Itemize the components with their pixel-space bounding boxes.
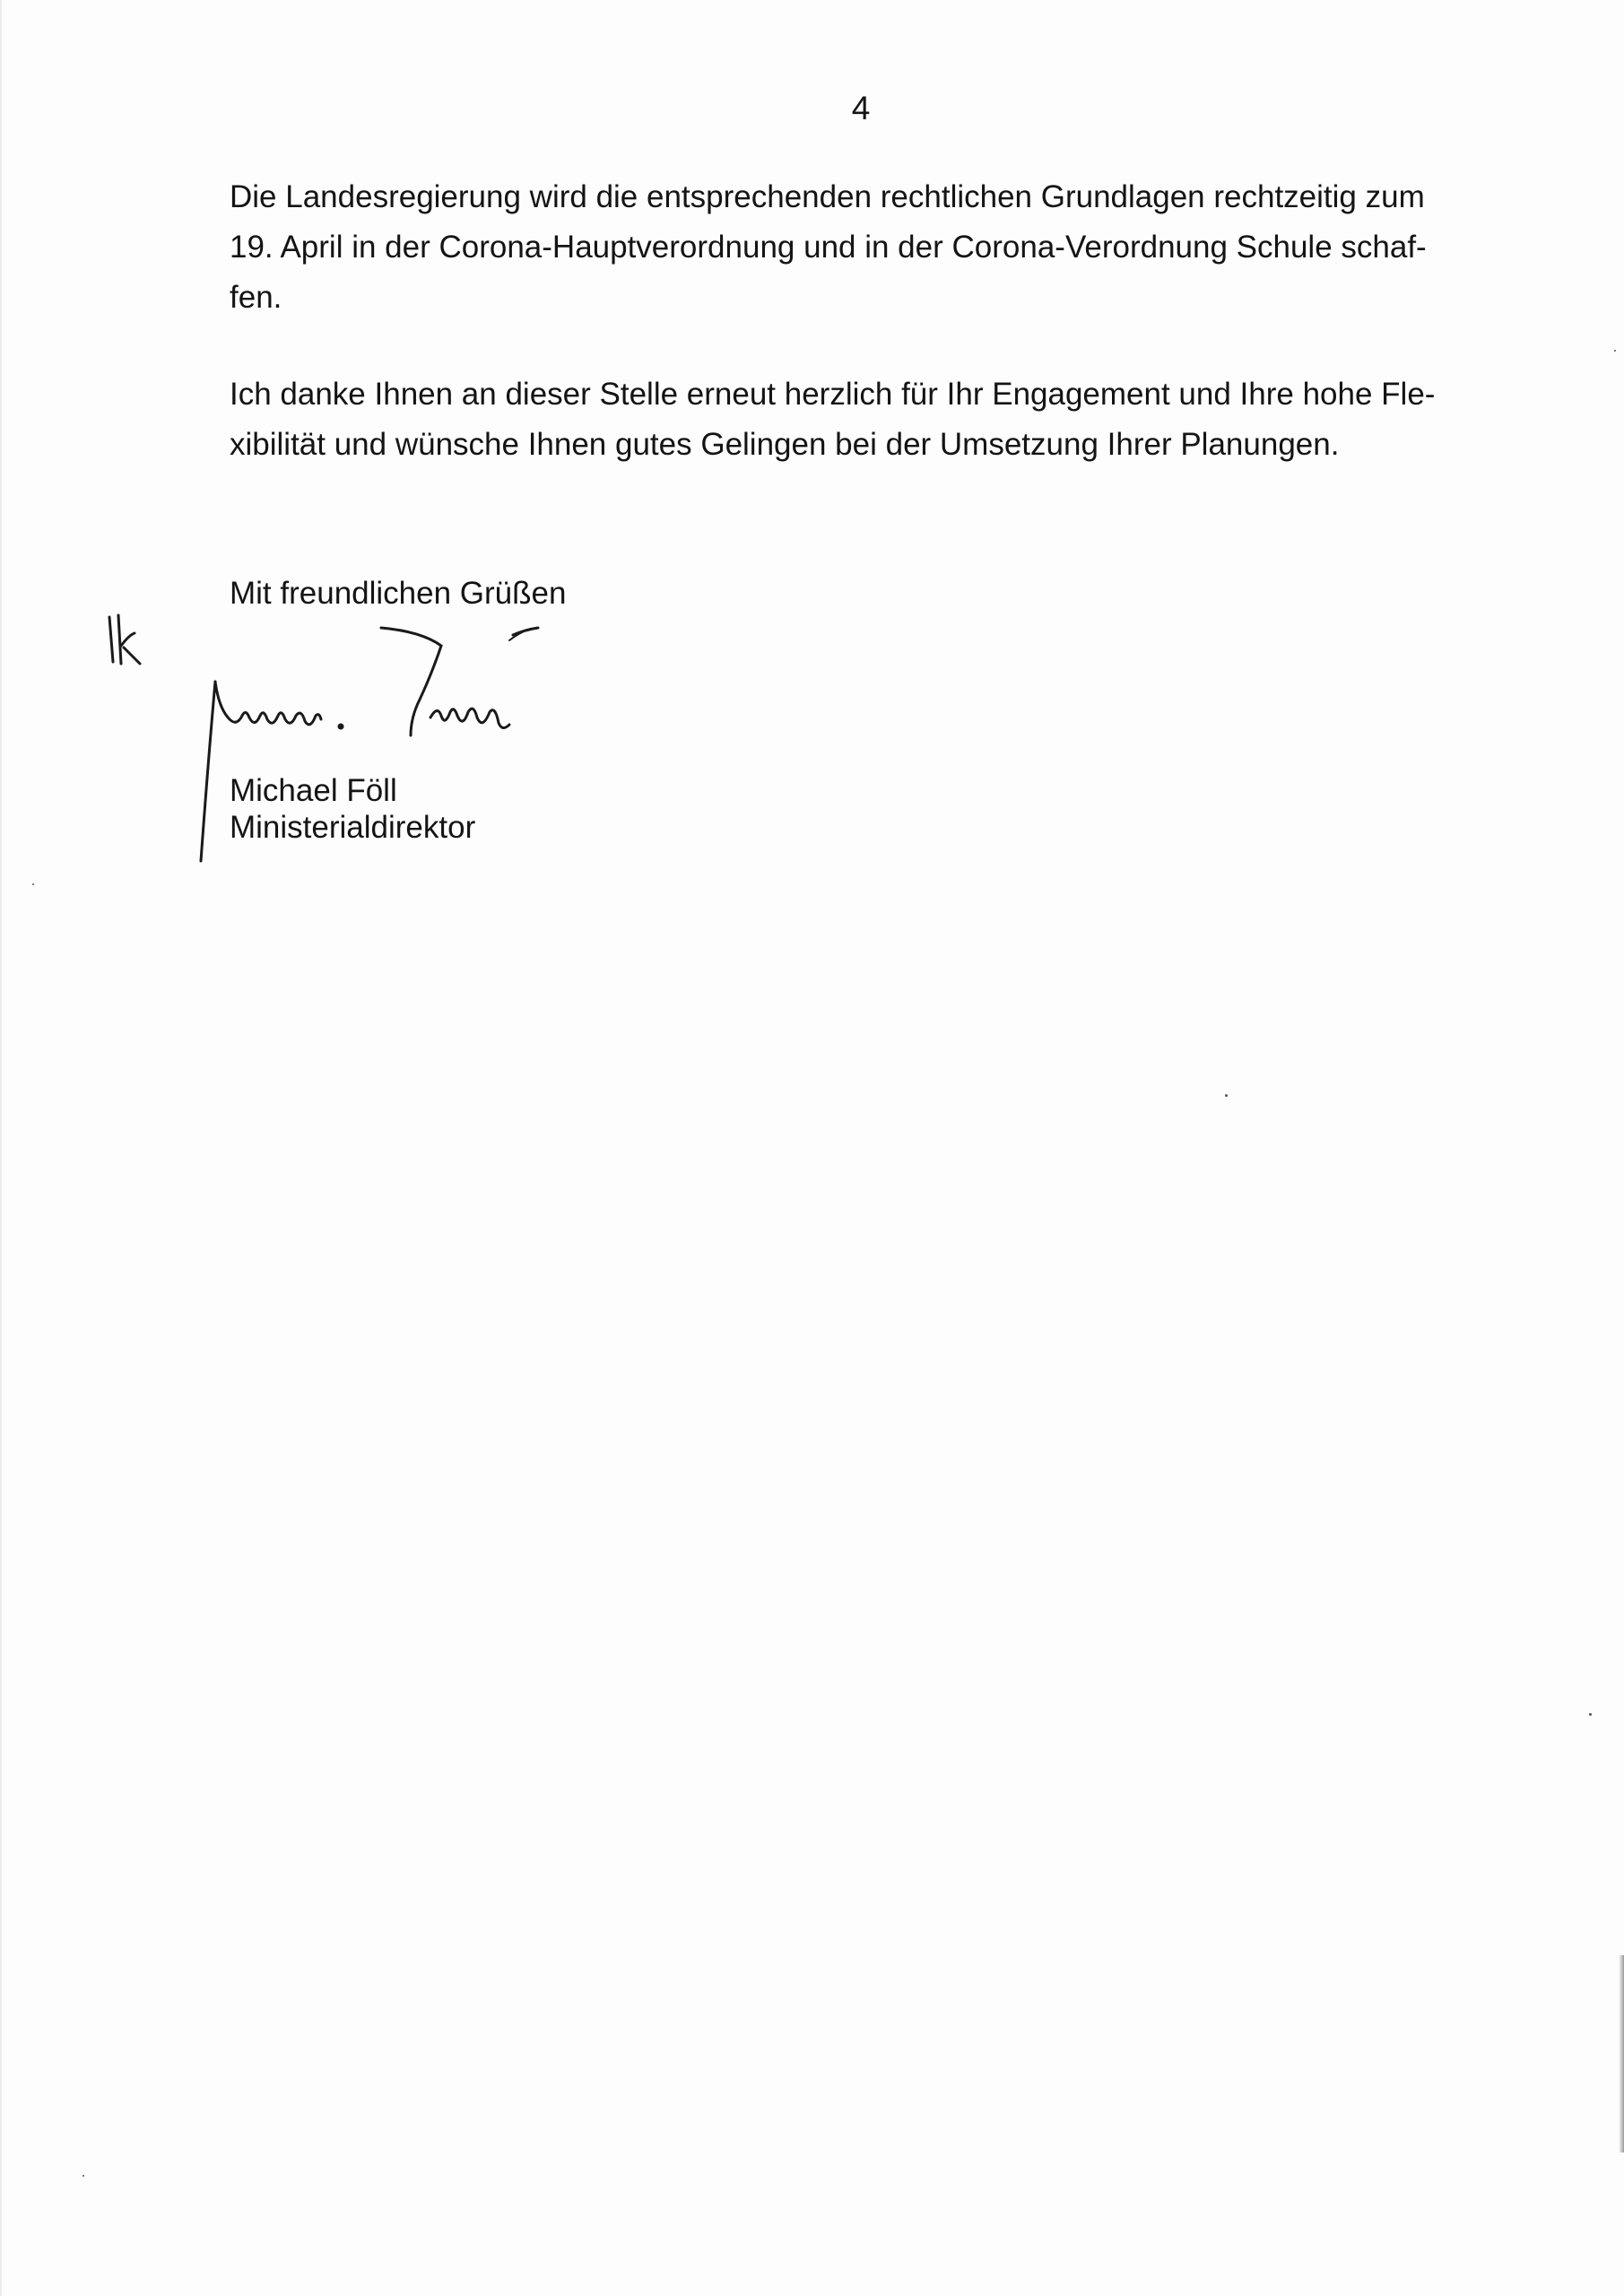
paragraph-thanks [230, 370, 1485, 470]
scan-speck [32, 883, 34, 885]
paragraph-line: fen. [230, 280, 282, 315]
signer-name: Michael Föll [230, 773, 397, 808]
scan-speck [1225, 1094, 1228, 1097]
paragraph-line: Die Landesregierung wird die entsprechenden rechtlichen Grundlagen rechtzeitig zum [230, 179, 1425, 214]
scan-speck [83, 2175, 84, 2177]
closing-salutation: Mit freundlichen Grüßen [230, 576, 567, 611]
paragraph-legal-basis [230, 172, 1485, 323]
page-number: 4 [851, 90, 871, 126]
paragraph-line: 19. April in der Corona-Hauptverordnung und in der Corona-Verordnung Schule schaf- [230, 230, 1427, 265]
signer-title: Ministerialdirektor [230, 810, 476, 845]
paragraph-line: xibilität und wünsche Ihnen gutes Gelingen bei der Umsetzung Ihrer Planungen. [230, 427, 1340, 462]
handwritten-initials [99, 610, 170, 682]
scan-speck [1614, 350, 1616, 352]
scan-shadow [1619, 1955, 1624, 2152]
paragraph-line: Ich danke Ihnen an dieser Stelle erneut herzlich für Ihr Engagement und Ihre hohe Fle- [230, 377, 1436, 412]
scan-edge [0, 0, 2, 2296]
scan-speck [1589, 1713, 1592, 1716]
